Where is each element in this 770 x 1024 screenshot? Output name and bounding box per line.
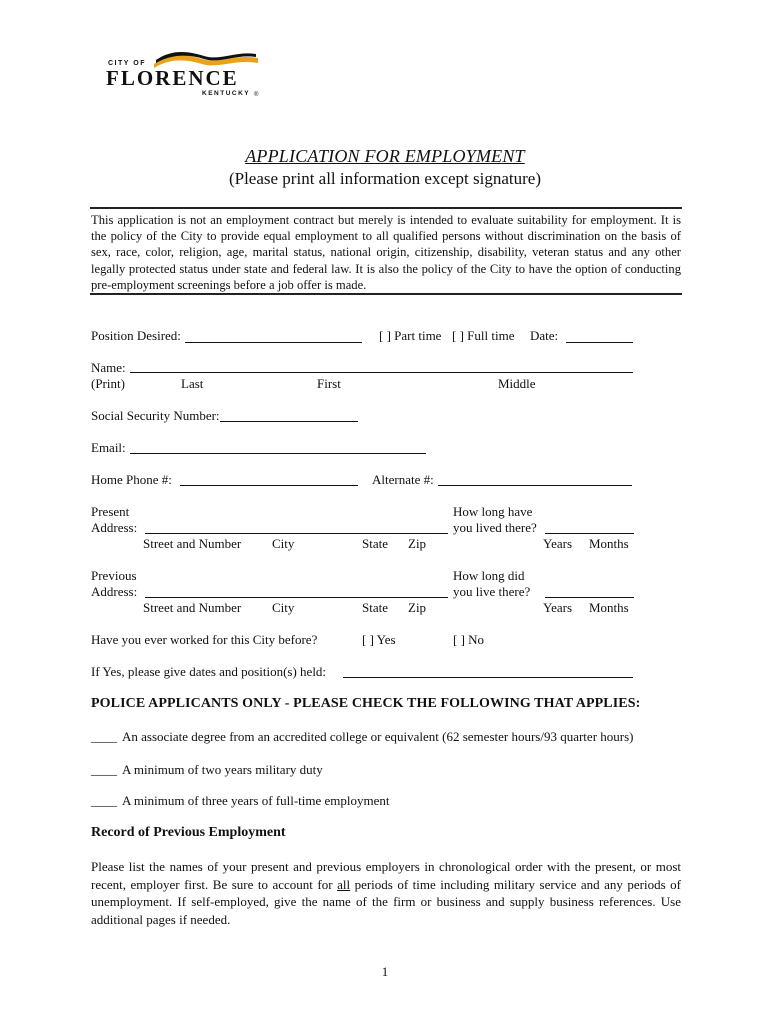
email-field[interactable] — [130, 453, 426, 454]
you-lived-there-label: you lived there? — [453, 520, 537, 535]
date-label: Date: — [530, 328, 559, 343]
city-caption: City — [272, 536, 295, 551]
ssn-field[interactable] — [220, 421, 358, 422]
months-caption: Months — [589, 536, 629, 551]
present-duration-field[interactable] — [545, 533, 634, 534]
page-subtitle: (Please print all information except signature) — [228, 169, 542, 188]
zip-caption: Zip — [408, 600, 427, 615]
position-desired-field[interactable] — [185, 342, 362, 343]
position-desired-label: Position Desired: — [91, 328, 181, 343]
record-paragraph — [91, 858, 681, 928]
last-name-caption: Last — [181, 376, 204, 391]
if-yes-label: If Yes, please give dates and position(s) held: — [91, 664, 327, 679]
years-caption: Years — [543, 600, 573, 615]
police-option-3-text: A minimum of three years of full-time employment — [122, 793, 390, 808]
if-yes-field[interactable] — [343, 677, 633, 678]
page-number: 1 — [381, 964, 389, 979]
police-heading: POLICE APPLICANTS ONLY - PLEASE CHECK THE FOLLOWING THAT APPLIES: — [91, 696, 641, 711]
street-number-caption: Street and Number — [143, 600, 242, 615]
record-paragraph-part-2: periods of time including military service and any periods of unemployment. If self-employed, give the name of the firm or business and supply business references. Use additional pages if needed. — [91, 876, 681, 927]
city-caption: City — [272, 600, 295, 615]
worked-before-label: Have you ever worked for this City before? — [91, 632, 318, 647]
previous-address-label: Address: — [91, 584, 138, 599]
police-option-3-blank[interactable]: ____ — [91, 793, 117, 808]
logo-registered: ® — [254, 92, 259, 98]
police-option-1-text: An associate degree from an accredited college or equivalent (62 semester hours/93 quarter hours) — [122, 729, 634, 744]
email-label: Email: — [91, 440, 126, 455]
home-phone-label: Home Phone #: — [91, 472, 172, 487]
print-label: (Print) — [91, 376, 125, 391]
date-field[interactable] — [566, 342, 633, 343]
alternate-phone-label: Alternate #: — [372, 472, 434, 487]
previous-label: Previous — [91, 568, 137, 583]
months-caption: Months — [589, 600, 629, 615]
name-label: Name: — [91, 360, 126, 375]
record-paragraph-part-1: Please list the names of your present and previous employers in chronological order with the present, or most recent, employer first. Be sure to account for — [91, 859, 681, 892]
state-caption: State — [362, 536, 388, 551]
you-live-there-label: you live there? — [453, 584, 531, 599]
ssn-label: Social Security Number: — [91, 408, 220, 423]
name-field[interactable] — [130, 372, 633, 373]
present-address-field[interactable] — [145, 533, 448, 534]
present-address-label: Address: — [91, 520, 138, 535]
logo-city-of: CITY OF — [108, 60, 146, 67]
worked-before-no-checkbox[interactable]: [ ] No — [453, 632, 485, 647]
middle-name-caption: Middle — [498, 376, 536, 391]
record-heading: Record of Previous Employment — [91, 825, 286, 840]
city-logo — [104, 48, 264, 104]
police-option-2-text: A minimum of two years military duty — [122, 762, 323, 777]
previous-address-field[interactable] — [145, 597, 448, 598]
logo-florence: FLORENCE — [106, 66, 239, 90]
logo-kentucky: KENTUCKY — [202, 90, 251, 97]
intro-top-rule — [90, 207, 682, 209]
full-time-checkbox[interactable]: [ ] Full time — [452, 328, 515, 343]
street-number-caption: Street and Number — [143, 536, 242, 551]
home-phone-field[interactable] — [180, 485, 358, 486]
police-option-2-blank[interactable]: ____ — [91, 762, 117, 777]
zip-caption: Zip — [408, 536, 427, 551]
police-option-1-blank[interactable]: ____ — [91, 729, 117, 744]
how-long-have-label: How long have — [453, 504, 533, 519]
present-label: Present — [91, 504, 130, 519]
page-title: APPLICATION FOR EMPLOYMENT — [245, 146, 525, 166]
worked-before-yes-checkbox[interactable]: [ ] Yes — [362, 632, 396, 647]
years-caption: Years — [543, 536, 573, 551]
intro-text: This application is not an employment contract but merely is intended to evaluate suitability for employment. It is the policy of the City to provide equal employment to all qualified persons without discrimination on the basis of sex, race, color, religion, age, marital status, national origin, citizenship, disability, veteran status and any other legally protected status under state and federal law. It is also the policy of the City to have the option of conducting pre-employment screenings before a job offer is made. — [91, 213, 681, 292]
record-paragraph-emphasis: all — [337, 876, 351, 892]
state-caption: State — [362, 600, 388, 615]
alternate-phone-field[interactable] — [438, 485, 632, 486]
previous-duration-field[interactable] — [545, 597, 634, 598]
intro-bottom-rule — [90, 293, 682, 295]
how-long-did-label: How long did — [453, 568, 525, 583]
first-name-caption: First — [317, 376, 341, 391]
part-time-checkbox[interactable]: [ ] Part time — [379, 328, 442, 343]
